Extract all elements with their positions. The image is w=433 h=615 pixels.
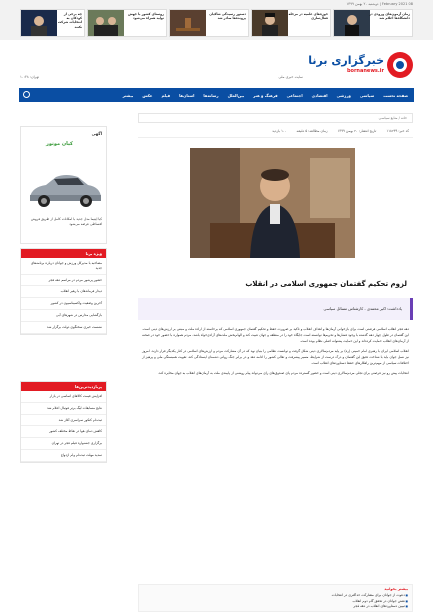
list-item[interactable]: حضور پرشور مردم در مراسم دهه فجر <box>21 275 106 287</box>
article-meta <box>138 126 413 138</box>
main-nav <box>19 88 414 102</box>
related-link[interactable]: ■ تبیین دستاوردهای انقلاب در دهه فجر <box>143 604 408 610</box>
list-item[interactable]: نشست خبری سخنگوی دولت برگزار شد <box>21 322 106 334</box>
nav-item-culture[interactable]: فرهنگ و هنر <box>253 92 278 98</box>
article-photo <box>190 148 355 258</box>
nav-item-sports[interactable]: ورزشی <box>336 92 351 98</box>
related-title: بیشتر بخوانید <box>384 587 408 591</box>
top-news-item[interactable] <box>169 9 249 37</box>
list-item[interactable]: تمدید مهلت ثبت‌نام وام ازدواج <box>21 450 106 462</box>
ad-label: آگهی <box>91 131 102 136</box>
header-time: تهران: ۱۰:۴۸ <box>20 75 40 79</box>
view-count: ۱۰۰ بازدید <box>272 129 287 133</box>
publish-date: تاریخ انتشار: ۲۰ بهمن ۱۳۹۹ <box>337 129 377 133</box>
top-news-item[interactable] <box>20 9 85 37</box>
site-logo[interactable] <box>308 52 413 80</box>
top-bar <box>0 0 433 40</box>
related-link[interactable]: ■ دعوت از جوانان برای مشارکت حداکثری در انتخابات <box>143 593 408 599</box>
nav-item-home[interactable]: صفحه نخست <box>383 92 408 98</box>
site-header <box>0 40 433 88</box>
article-paragraph: دهه فجر انقلاب اسلامی فرصتی است برای بازخوانی آرمان‌ها و اهداف انقلاب و تاکید بر ضرورت حفظ و تحکیم گفتمان جمهوری اسلامی که برخاسته از اراده ملت و مبتنی بر ارزش‌های دینی است. این گفتمان در طول چهار دهه گذشته با وجود فشارها و تحریم‌ها توانسته است جایگاه خود را در منطقه و جهان تثبیت کند و الهام‌بخش ملت‌های آزادی‌خواه باشد. مردم همواره با حضور خود در صحنه از آرمان‌های انقلاب حمایت کرده‌اند و این حمایت پشتوانه اصلی نظام بوده است. <box>142 327 409 343</box>
news-caption: زمان آزمون‌های ورودی در دانشگاه‌ها اعلام شد <box>369 12 410 21</box>
news-caption: چه برخی از کودکان به انتخابات شرکت نکنند <box>57 12 82 29</box>
logo-icon <box>387 52 413 78</box>
logo-text: خبرگزاری برنا <box>308 54 384 67</box>
nav-item-international[interactable]: بین‌الملل <box>227 92 245 98</box>
news-caption: روستای کشور با جهش تولید همراه می‌شود <box>128 12 164 21</box>
top-news-item[interactable] <box>333 9 413 37</box>
nav-item-politics[interactable]: سیاسی <box>359 92 375 98</box>
article-title: لزوم تحکیم گفتمان جمهوری اسلامی در انقلاب <box>245 280 407 288</box>
top-news-item[interactable] <box>251 9 331 37</box>
news-thumbnail <box>88 10 124 37</box>
list-item[interactable]: آخرین وضعیت واکسیناسیون در کشور <box>21 298 106 310</box>
article-body <box>142 326 409 380</box>
list-item[interactable]: نتایج مسابقات لیگ برتر فوتبال اعلام شد <box>21 403 106 415</box>
list-item[interactable]: افزایش قیمت کالاهای اساسی در بازار <box>21 391 106 403</box>
news-caption: حوزه‌های علمیه در مرحله فعال‌سازی <box>288 12 328 21</box>
related-news <box>138 584 413 612</box>
article-paragraph: انقلاب اسلامی ایران با رهبری امام خمینی (ره) بر پایه مردم‌سالاری دینی شکل گرفت و توانست نظامی را بنیان نهد که در آن مشارکت مردم و ارزش‌های اسلامی در کنار یکدیگر قرار دارند. امروز نیز نسل جوان باید با شناخت دقیق این گفتمان و درک درست از شرایط، مسیر پیشرفت و تعالی کشور را ادامه دهد و در برابر جنگ روانی دشمنان ایستادگی کند. تقویت همبستگی ملی و پرهیز از اختلافات سیاسی از مهم‌ترین راهکارهای حفظ دستاوردهای انقلاب است. <box>142 349 409 365</box>
article-paragraph: انتخابات پیش رو نیز فرصتی برای تجلی مردم‌سالاری دینی است و حضور گسترده مردم پای صندوق‌های رای می‌تواند پیام روشنی از پایبندی ملت به آرمان‌های انقلاب به جهان مخابره کند. <box>157 371 409 375</box>
date-display: دوشنبه ۲۰ بهمن ۱۳۹۹ | February 2021 08 <box>346 2 413 6</box>
special-news-box <box>20 248 107 335</box>
nav-item-more[interactable]: بیشتر <box>122 92 134 98</box>
news-thumbnail <box>334 10 370 37</box>
list-item[interactable]: بازگشایی مدارس در شهرهای آبی <box>21 310 106 322</box>
nav-item-video[interactable]: فیلم <box>161 92 171 98</box>
news-thumbnail <box>252 10 288 37</box>
news-code: کد خبر: ۱۱۸۲۳۹ <box>386 129 409 133</box>
breadcrumb[interactable]: خانه / منابع سیاسی <box>138 113 413 123</box>
ad-banner[interactable] <box>20 126 107 244</box>
news-thumbnail <box>170 10 206 37</box>
list-item[interactable]: مصاحبه با مدیرکل ورزش و جوانان درباره برنامه‌های جدید <box>21 258 106 275</box>
logo-url: bornanews.ir <box>346 68 384 74</box>
news-thumbnail <box>21 10 57 37</box>
header-info: سایت خبری ملی <box>278 75 303 79</box>
nav-item-provinces[interactable]: استان‌ها <box>179 92 195 98</box>
sidebar <box>20 126 107 457</box>
top-news-item[interactable] <box>87 9 167 37</box>
related-link[interactable]: ■ نقش جوانان در تحقق گام دوم انقلاب <box>143 599 408 605</box>
box-title: پربازدیدترین‌ها <box>21 382 106 391</box>
nav-item-social[interactable]: اجتماعی <box>286 92 303 98</box>
most-viewed-box <box>20 381 107 463</box>
ad-logo: کیان موتور <box>46 141 73 147</box>
list-item[interactable]: کاهش دمای هوا در نقاط مختلف کشور <box>21 426 106 438</box>
read-time: زمان مطالعه: ۵ دقیقه <box>296 129 328 133</box>
nav-item-economy[interactable]: اقتصادی <box>311 92 328 98</box>
nav-item-photo[interactable]: عکس <box>142 92 153 98</box>
list-item[interactable]: دیدار فرماندهان با رهبر انقلاب <box>21 286 106 298</box>
search-icon[interactable] <box>23 91 30 98</box>
car-image <box>26 169 104 211</box>
author-box: یادداشت: اکبر محمدی - کارشناس مسائل سیاسی <box>138 298 413 320</box>
ad-caption: کیا اپتیما مدل جدید با امکانات کامل از طریق فروش اقساطی عرضه می‌شود <box>31 217 102 226</box>
article <box>138 126 413 615</box>
news-caption: دستور رسیدگی شاکیان پرونده‌ها صادر شد <box>209 12 246 21</box>
box-title: ویژه برنا <box>21 249 106 258</box>
list-item[interactable]: ثبت‌نام کنکور سراسری آغاز شد <box>21 415 106 427</box>
list-item[interactable]: برگزاری جشنواره فیلم فجر در تهران <box>21 438 106 450</box>
nav-item-media[interactable]: رسانه‌ها <box>203 92 219 98</box>
